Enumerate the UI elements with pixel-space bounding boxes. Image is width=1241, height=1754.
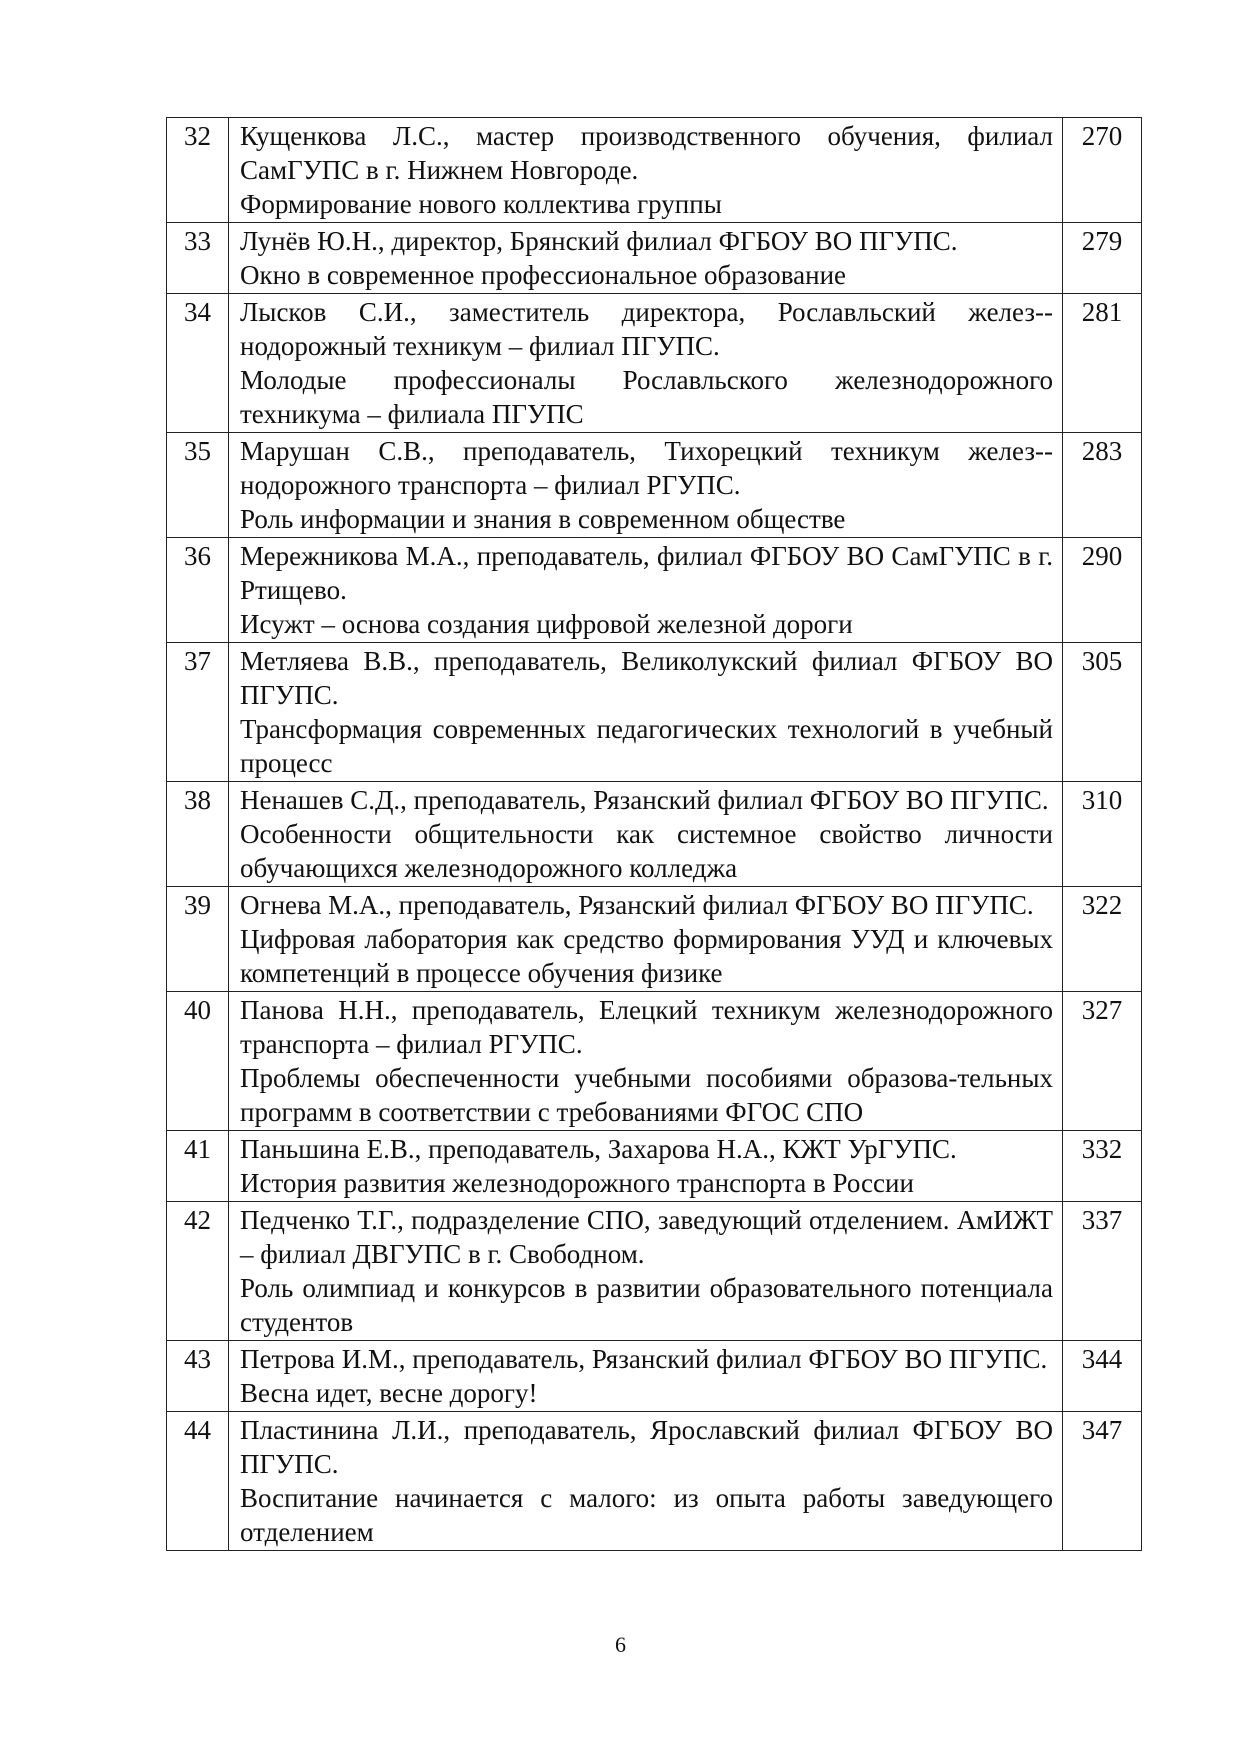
entry-author: Огнева М.А., преподаватель, Рязанский филиал ФГБОУ ВО ПГУПС. xyxy=(240,890,1034,920)
entry-author: Петрова И.М., преподаватель, Рязанский филиал ФГБОУ ВО ПГУПС. xyxy=(240,1344,1048,1374)
entry-author: Марушан С.В., преподаватель, Тихорецкий техникум желез-нодорожного транспорта – филиал РГУПС. xyxy=(240,436,1053,500)
entry-page: 347 xyxy=(1063,1412,1142,1551)
entry-text xyxy=(229,223,1063,294)
entry-author: Педченко Т.Г., подразделение СПО, заведующий отделением. АмИЖТ – филиал ДВГУПС в г. Свободном. xyxy=(240,1205,1053,1269)
entry-number: 33 xyxy=(167,223,229,294)
entry-page: 290 xyxy=(1063,538,1142,643)
entry-title: Роль информации и знания в современном обществе xyxy=(240,504,846,534)
page-number: 6 xyxy=(615,1632,626,1657)
entry-text xyxy=(229,992,1063,1131)
table-row xyxy=(167,118,1142,223)
table-row xyxy=(167,643,1142,782)
entry-number: 36 xyxy=(167,538,229,643)
entry-title: Роль олимпиад и конкурсов в развитии образовательного потенциала студентов xyxy=(240,1273,1053,1337)
entry-text xyxy=(229,782,1063,887)
contents-table-body xyxy=(167,118,1142,1551)
entry-author: Пластинина Л.И., преподаватель, Ярославский филиал ФГБОУ ВО ПГУПС. xyxy=(240,1415,1053,1479)
entry-page: 310 xyxy=(1063,782,1142,887)
entry-author: Паньшина Е.В., преподаватель, Захарова Н.А., КЖТ УрГУПС. xyxy=(240,1134,957,1164)
contents-table xyxy=(166,117,1142,1551)
entry-page: 279 xyxy=(1063,223,1142,294)
entry-text xyxy=(229,118,1063,223)
entry-author: Ненашев С.Д., преподаватель, Рязанский филиал ФГБОУ ВО ПГУПС. xyxy=(240,785,1049,815)
entry-number: 34 xyxy=(167,294,229,433)
entry-page: 332 xyxy=(1063,1131,1142,1202)
entry-page: 283 xyxy=(1063,433,1142,538)
entry-text xyxy=(229,433,1063,538)
entry-number: 32 xyxy=(167,118,229,223)
entry-title: Окно в современное профессиональное образование xyxy=(240,260,847,290)
table-row xyxy=(167,294,1142,433)
entry-author: Лысков С.И., заместитель директора, Рославльский желез-нодорожный техникум – филиал ПГУПС. xyxy=(240,297,1053,361)
entry-page: 344 xyxy=(1063,1341,1142,1412)
entry-page: 322 xyxy=(1063,887,1142,992)
table-row xyxy=(167,1131,1142,1202)
entry-number: 42 xyxy=(167,1202,229,1341)
entry-page: 337 xyxy=(1063,1202,1142,1341)
entry-number: 35 xyxy=(167,433,229,538)
entry-title: Цифровая лаборатория как средство формирования УУД и ключевых компетенций в процессе обучения физике xyxy=(240,924,1053,988)
entry-text xyxy=(229,1202,1063,1341)
entry-number: 43 xyxy=(167,1341,229,1412)
entry-text xyxy=(229,1131,1063,1202)
entry-page: 305 xyxy=(1063,643,1142,782)
entry-title: Особенности общительности как системное свойство личности обучающихся железнодорожного колледжа xyxy=(240,819,1053,883)
entry-number: 37 xyxy=(167,643,229,782)
entry-author: Панова Н.Н., преподаватель, Елецкий техникум железнодорожного транспорта – филиал РГУПС. xyxy=(240,995,1053,1059)
entry-text xyxy=(229,887,1063,992)
table-row xyxy=(167,538,1142,643)
entry-title: Весна идет, весне дорогу! xyxy=(240,1378,538,1408)
entry-author: Кущенкова Л.С., мастер производственного обучения, филиал СамГУПС в г. Нижнем Новгороде. xyxy=(240,121,1053,185)
entry-title: Воспитание начинается с малого: из опыта работы заведующего отделением xyxy=(240,1483,1053,1547)
entry-title: Проблемы обеспеченности учебными пособиями образова-тельных программ в соответствии с требованиями ФГОС СПО xyxy=(240,1063,1053,1127)
entry-author: Метляева В.В., преподаватель, Великолукский филиал ФГБОУ ВО ПГУПС. xyxy=(240,646,1053,710)
entry-title: История развития железнодорожного транспорта в России xyxy=(240,1168,914,1198)
entry-title: Трансформация современных педагогических технологий в учебный процесс xyxy=(240,714,1053,778)
table-row xyxy=(167,433,1142,538)
entry-number: 44 xyxy=(167,1412,229,1551)
entry-text xyxy=(229,294,1063,433)
table-row xyxy=(167,1412,1142,1551)
entry-title: Молодые профессионалы Рославльского железнодорожного техникума – филиала ПГУПС xyxy=(240,365,1053,429)
entry-page: 270 xyxy=(1063,118,1142,223)
entry-text xyxy=(229,538,1063,643)
table-row xyxy=(167,1341,1142,1412)
table-row xyxy=(167,1202,1142,1341)
entry-number: 41 xyxy=(167,1131,229,1202)
entry-text xyxy=(229,1412,1063,1551)
entry-text xyxy=(229,1341,1063,1412)
table-row xyxy=(167,782,1142,887)
entry-number: 40 xyxy=(167,992,229,1131)
entry-author: Мережникова М.А., преподаватель, филиал ФГБОУ ВО СамГУПС в г. Ртищево. xyxy=(240,541,1053,605)
entry-number: 38 xyxy=(167,782,229,887)
entry-text xyxy=(229,643,1063,782)
entry-author: Лунёв Ю.Н., директор, Брянский филиал ФГБОУ ВО ПГУПС. xyxy=(240,226,958,256)
entry-number: 39 xyxy=(167,887,229,992)
table-row xyxy=(167,223,1142,294)
table-row xyxy=(167,887,1142,992)
table-row xyxy=(167,992,1142,1131)
entry-page: 327 xyxy=(1063,992,1142,1131)
entry-title: Формирование нового коллектива группы xyxy=(240,189,722,219)
entry-title: Исужт – основа создания цифровой железной дороги xyxy=(240,609,853,639)
entry-page: 281 xyxy=(1063,294,1142,433)
